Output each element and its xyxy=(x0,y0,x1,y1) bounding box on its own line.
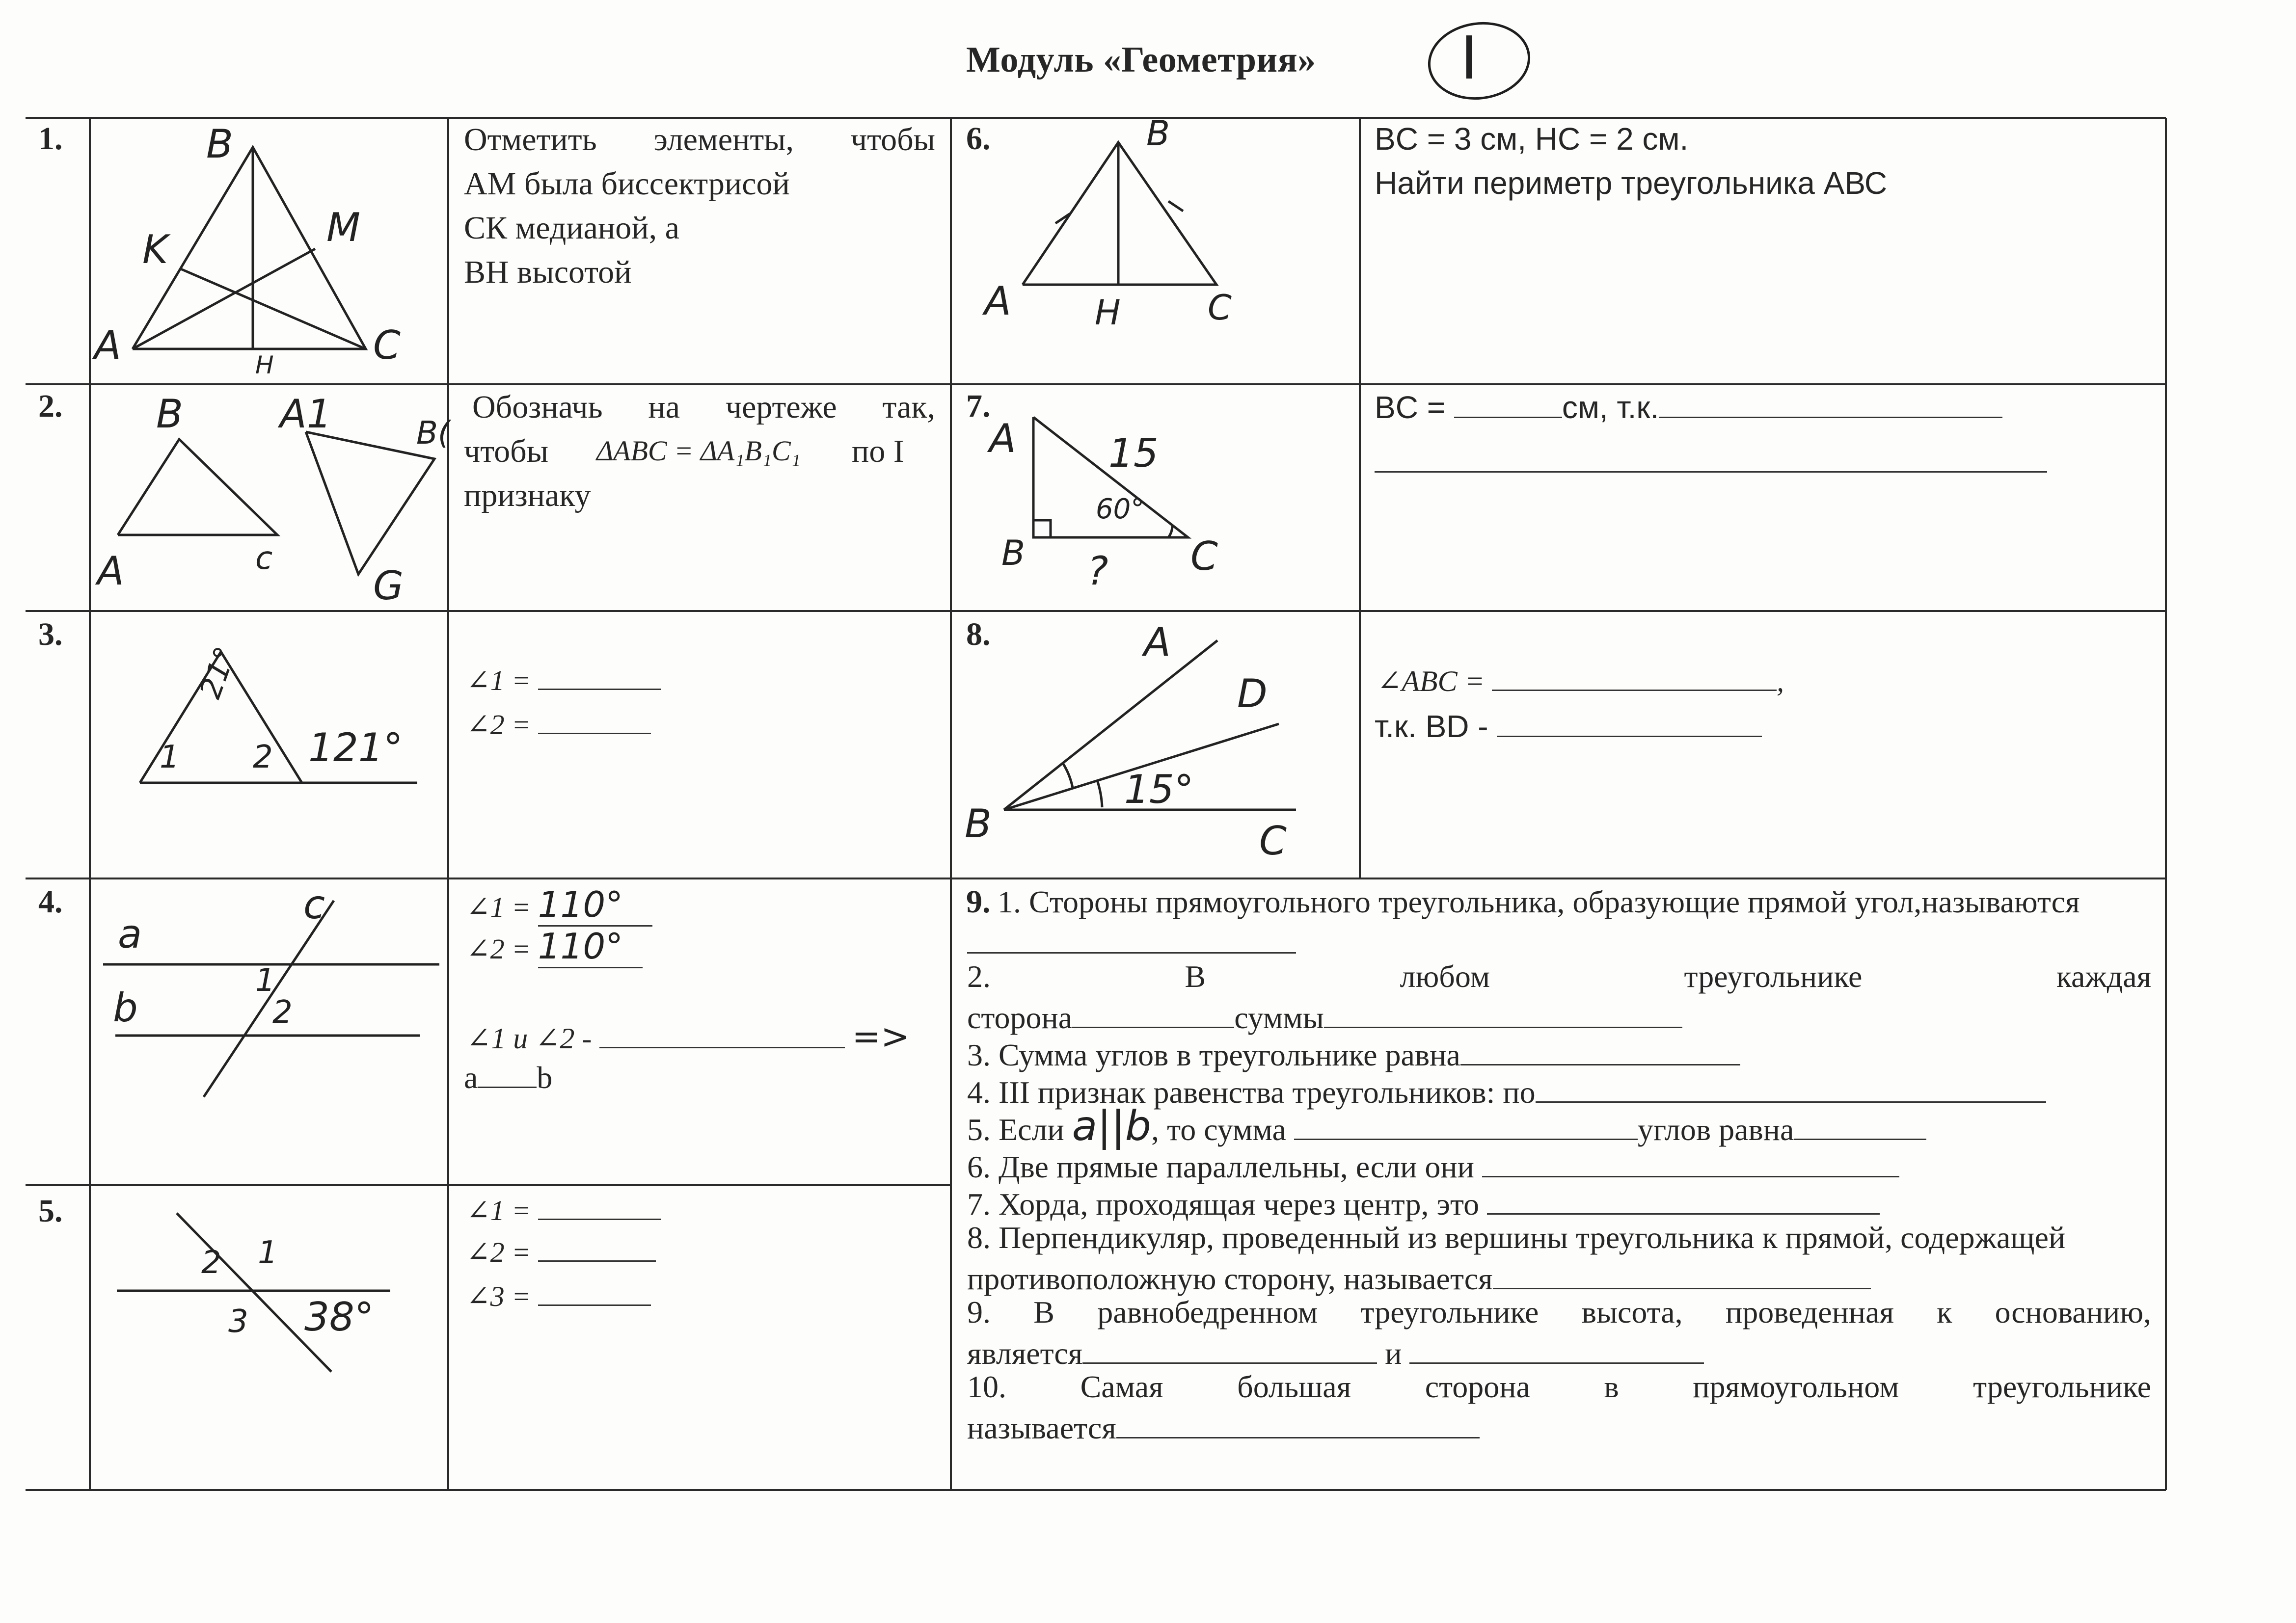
t8-answer-2: т.к. BD - xyxy=(1375,704,1762,748)
t9-q3: 3. Сумма углов в треугольнике равна xyxy=(967,1033,2151,1074)
t1-label-C: C xyxy=(373,322,401,368)
t9-q8-line2: противоположную сторону, называется xyxy=(967,1256,2151,1298)
task-number-5: 5. xyxy=(38,1193,63,1229)
t4-label-a: a xyxy=(118,911,142,957)
t6-text-line1: BC = 3 см, HC = 2 см. xyxy=(1375,121,1689,157)
t9-q5: 5. Если a||b, то сумма углов равна xyxy=(967,1107,2151,1148)
t3-answer-1-blank[interactable] xyxy=(538,660,661,690)
t9-q10-line1: 10. Самая большая сторона в прямоугольном треугольнике xyxy=(967,1369,2151,1404)
t9-q2-line1: 2. В любом треугольнике каждая xyxy=(967,959,2152,994)
t9-q9-blank-2[interactable] xyxy=(1409,1331,1704,1364)
t8-label-B: B xyxy=(965,801,992,847)
t4-label-angle1: 1 xyxy=(255,962,275,999)
t8-label-A: A xyxy=(1144,619,1171,665)
t5-answer-1: ∠1 = xyxy=(466,1190,661,1230)
t5-answer-3: ∠3 = xyxy=(466,1276,651,1316)
t1-label-K: K xyxy=(142,227,168,272)
t2-text-line3: признаку xyxy=(464,478,591,513)
t2-text-po: по I xyxy=(852,433,904,469)
t5-label-angle3: 3 xyxy=(228,1304,248,1340)
t2-text-chtoby: чтобы xyxy=(464,433,549,469)
t6-text-line2: Найти периметр треугольника АВС xyxy=(1375,165,1888,201)
task-number-3: 3. xyxy=(38,616,63,652)
t8-label-angle: 15° xyxy=(1124,767,1194,812)
t2-formula: ΔABC = ΔA₁B₁C₁ xyxy=(596,435,801,467)
task-number-8: 8. xyxy=(966,616,991,652)
t4-conclusion-blank[interactable] xyxy=(478,1055,537,1088)
t9-q7-blank[interactable] xyxy=(1487,1182,1880,1215)
t2-label-B1: B( xyxy=(416,415,450,452)
variant-number: I xyxy=(1460,25,1478,93)
page-title: Модуль «Геометрия» xyxy=(966,40,1316,80)
t9-q5-blank-2[interactable] xyxy=(1794,1107,1926,1140)
t5-label-angle2: 2 xyxy=(201,1245,221,1281)
t7-label-angle: 60° xyxy=(1096,493,1145,525)
t3-label-exterior: 121° xyxy=(308,725,403,771)
t4-angle1: ∠1 = 110° xyxy=(466,881,652,929)
t2-label-B: B xyxy=(156,391,183,437)
t1-text-line1: Отметить элементы, чтобы xyxy=(464,122,935,158)
t7-label-C: C xyxy=(1190,533,1218,579)
t3-answer-1: ∠1 = xyxy=(466,660,661,700)
t9-q2-line2: сторона суммы xyxy=(967,995,2151,1037)
t5-label-angle1: 1 xyxy=(258,1235,278,1271)
t1-label-A: A xyxy=(94,322,121,368)
task-number-2: 2. xyxy=(38,388,63,424)
t9-q5-blank-1[interactable] xyxy=(1294,1107,1638,1140)
t5-answer-1-blank[interactable] xyxy=(538,1190,661,1220)
t6-label-A: A xyxy=(984,278,1011,324)
t7-label-A: A xyxy=(989,416,1016,461)
task-number-1: 1. xyxy=(38,121,63,157)
task-number-4: 4. xyxy=(38,884,63,920)
t1-label-B: B xyxy=(206,121,233,167)
t7-reason-blank-2[interactable] xyxy=(1375,442,2047,473)
t8-answer-1: ∠ABC = , xyxy=(1377,660,1784,702)
task-number-7: 7. xyxy=(966,388,991,424)
t5-answer-2-blank[interactable] xyxy=(538,1232,656,1262)
t4-label-angle2: 2 xyxy=(272,994,293,1031)
t9-q10-line2: называется xyxy=(967,1406,2151,1447)
task4-figure xyxy=(93,881,447,1183)
t9-q1: 1. Стороны прямоугольного треугольника, образующие прямой угол,называются xyxy=(998,884,2080,919)
t6-label-H: H xyxy=(1095,293,1121,333)
t9-q5-handwritten: a||b xyxy=(1072,1102,1152,1150)
t9-q10-blank[interactable] xyxy=(1116,1406,1480,1438)
t9-q6: 6. Две прямые параллельны, если они xyxy=(967,1144,2151,1186)
t9-q8-blank[interactable] xyxy=(1493,1256,1871,1289)
t4-angle2-value: 110° xyxy=(538,926,643,968)
t4-angle1-value: 110° xyxy=(538,884,652,927)
t2-label-A: A xyxy=(97,548,124,594)
task-number-6: 6. xyxy=(966,121,991,157)
t5-label-given: 38° xyxy=(304,1294,374,1340)
t7-label-hyp: 15 xyxy=(1108,430,1159,476)
t2-label-A1: A1 xyxy=(280,391,332,437)
t3-answer-2: ∠2 = xyxy=(466,704,651,745)
t9-q9-blank-1[interactable] xyxy=(1082,1331,1377,1364)
t4-arrow: => xyxy=(852,1016,910,1057)
t8-label-D: D xyxy=(1237,671,1268,717)
t6-label-B: B xyxy=(1146,113,1170,154)
t7-label-unknown: ? xyxy=(1087,548,1108,594)
t9-q4-blank[interactable] xyxy=(1536,1070,2046,1103)
t4-label-c: c xyxy=(303,882,325,928)
t8-answer-1-blank[interactable] xyxy=(1492,660,1777,691)
t6-label-C: C xyxy=(1208,288,1232,328)
t5-answer-2: ∠2 = xyxy=(466,1232,656,1272)
t2-text-line1: Обозначь на чертеже так, xyxy=(472,389,935,425)
t9-q3-blank[interactable] xyxy=(1460,1033,1740,1065)
t9-q1-blank[interactable] xyxy=(967,923,1296,954)
t1-text-line4: ВН высотой xyxy=(464,254,632,290)
t1-label-H: H xyxy=(255,351,274,379)
t8-answer-2-blank[interactable] xyxy=(1497,704,1762,737)
t4-label-b: b xyxy=(113,985,138,1031)
t7-reason-blank-1[interactable] xyxy=(1659,385,2002,418)
t9-q9-line2: является и xyxy=(967,1331,2151,1372)
t7-label-B: B xyxy=(1001,533,1026,573)
t1-text-line2: AM была биссектрисой xyxy=(464,166,790,202)
t1-text-line3: СК медианой, а xyxy=(464,210,679,246)
t9-q8-line1: 8. Перпендикуляр, проведенный из вершины треугольника к прямой, содержащей xyxy=(967,1220,2066,1255)
t9-q9-line1: 9. В равнобедренном треугольнике высота, проведенная к основанию, xyxy=(967,1295,2151,1330)
task6-figure xyxy=(952,120,1357,383)
t9-q2-blank-1[interactable] xyxy=(1072,995,1234,1028)
task-number-9: 9. xyxy=(966,884,991,920)
t8-label-C: C xyxy=(1259,818,1287,864)
t3-label-apex: 21° xyxy=(193,642,243,703)
t3-label-angle1: 1 xyxy=(160,739,180,775)
t9-q7: 7. Хорда, проходящая через центр, это xyxy=(967,1182,2151,1223)
t4-conclusion: a b xyxy=(464,1055,552,1099)
t4-angle2: ∠2 = 110° xyxy=(466,923,643,971)
t7-answer-blank[interactable] xyxy=(1454,385,1562,418)
t9-q4: 4. III признак равенства треугольников: по xyxy=(967,1070,2151,1111)
t9-q6-blank[interactable] xyxy=(1482,1144,1899,1177)
t4-relation-blank[interactable] xyxy=(599,1017,845,1048)
t1-label-M: M xyxy=(326,205,361,250)
t3-label-angle2: 2 xyxy=(253,739,273,775)
t2-label-C1: G xyxy=(373,563,404,609)
t9-q2-blank-2[interactable] xyxy=(1324,995,1682,1028)
t4-relation: ∠1 и ∠2 - => xyxy=(466,1016,910,1057)
t7-answer: BC = см, т.к. xyxy=(1375,385,2002,429)
t5-answer-3-blank[interactable] xyxy=(538,1276,651,1306)
t2-label-C: c xyxy=(255,540,273,577)
t3-answer-2-blank[interactable] xyxy=(538,704,651,734)
